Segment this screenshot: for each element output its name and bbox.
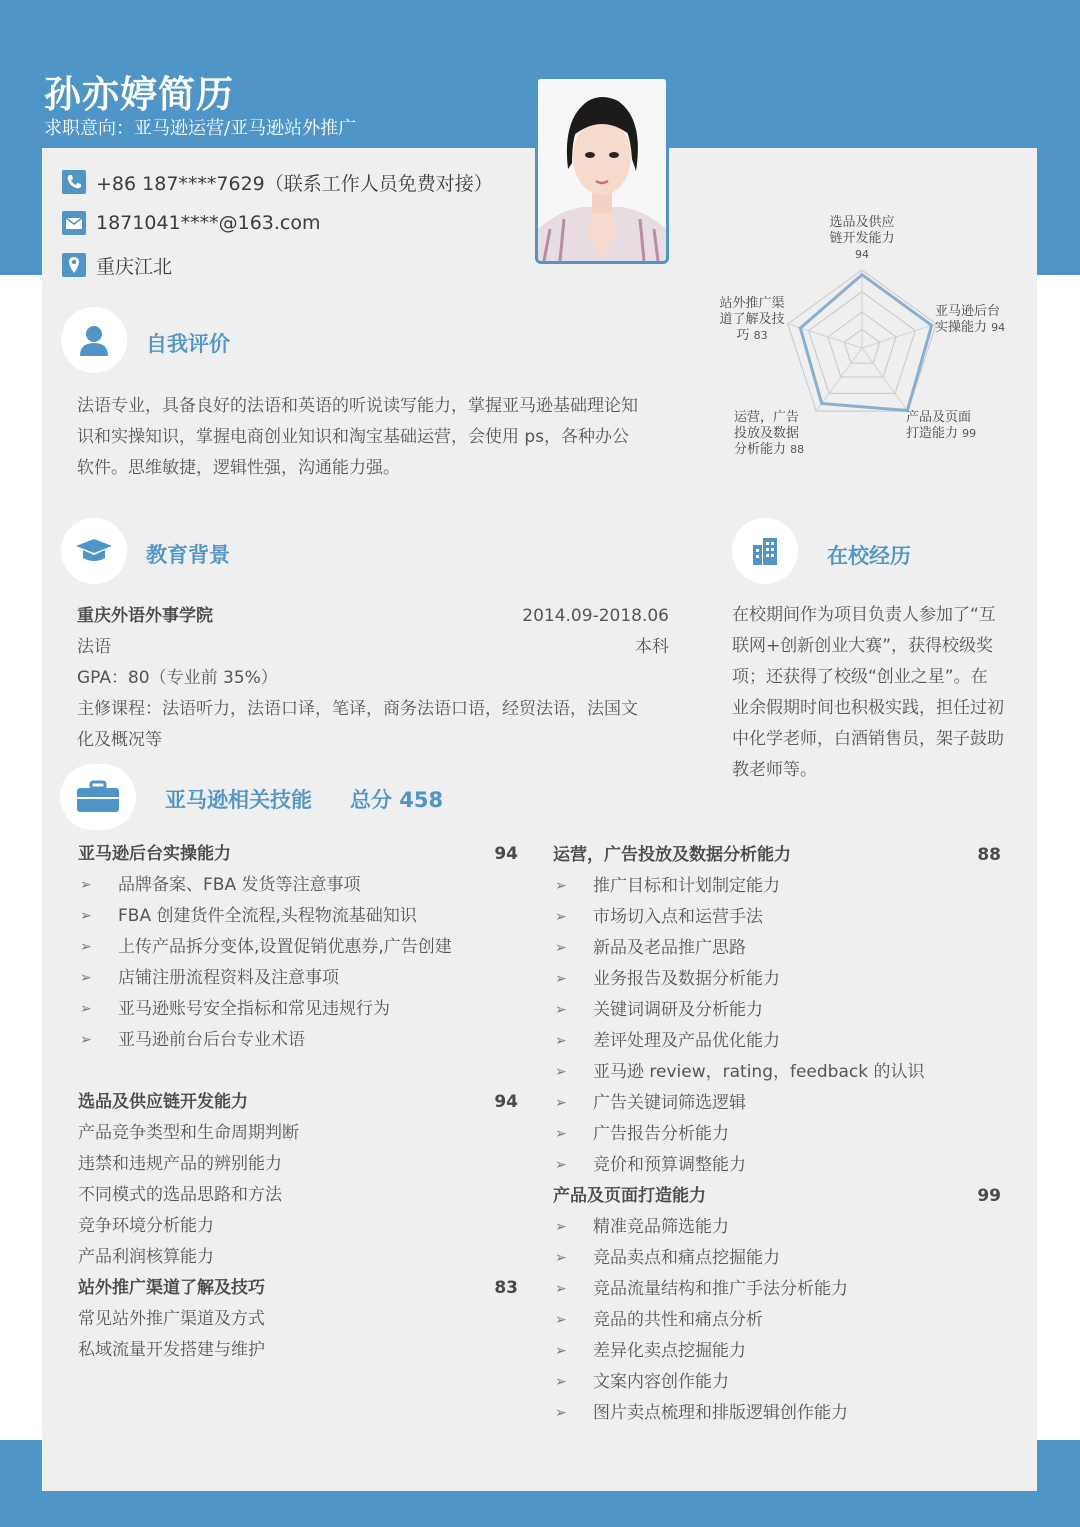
arrow-bullet-icon: ➢ xyxy=(555,1281,567,1297)
skill-backend-item: ➢ FBA 创建货件全流程,头程物流基础知识 xyxy=(78,901,518,932)
skill-operations-item: ➢ 新品及老品推广思路 xyxy=(553,933,1001,964)
arrow-bullet-icon: ➢ xyxy=(555,878,567,894)
skill-listing-item: ➢ 竞品的共性和痛点分析 xyxy=(553,1305,1001,1336)
contact-location xyxy=(62,252,172,278)
skill-operations-item: ➢ 差评处理及产品优化能力 xyxy=(553,1026,1001,1057)
campus-text: 在校期间作为项目负责人参加了“互 联网+创新创业大赛”，获得校级奖 项；还获得了校级“创业之星”。在 业余假期时间也积极实践，担任过初 中化学老师，白酒销售员，架子鼓助 教老师等。 xyxy=(732,605,1004,780)
skill-listing-head: 产品及页面打造能力 99 xyxy=(553,1186,1001,1206)
skill-offsite-item: 常见站外推广渠道及方式 xyxy=(78,1309,265,1329)
arrow-bullet-icon: ➢ xyxy=(555,1002,567,1018)
skill-operations-item: ➢ 关键词调研及分析能力 xyxy=(553,995,1001,1026)
radar-label-operations: 运营，广告 投放及数据 分析能力 88 xyxy=(734,410,805,457)
job-objective: 求职意向：亚马逊运营/亚马逊站外推广 xyxy=(44,118,357,139)
location-text: 重庆江北 xyxy=(96,255,173,278)
education-period: 2014.09-2018.06 xyxy=(522,606,669,626)
skills-radar-chart xyxy=(780,262,944,426)
skill-operations-item: ➢ 广告关键词筛选逻辑 xyxy=(553,1088,1001,1119)
campus-title: 在校经历 xyxy=(827,544,911,568)
skills-title: 亚马逊相关技能 xyxy=(165,788,312,812)
skill-listing-item: ➢ 文案内容创作能力 xyxy=(553,1367,1001,1398)
skill-operations-item: ➢ 竞价和预算调整能力 xyxy=(553,1150,1001,1181)
contact-email xyxy=(62,210,321,236)
arrow-bullet-icon: ➢ xyxy=(555,1405,567,1421)
skill-operations-item: ➢ 推广目标和计划制定能力 xyxy=(553,871,1001,902)
skill-offsite-head: 站外推广渠道了解及技巧 83 xyxy=(78,1278,518,1298)
education-degree: 本科 xyxy=(635,637,669,657)
arrow-bullet-icon: ➢ xyxy=(80,1032,92,1048)
arrow-bullet-icon: ➢ xyxy=(555,1157,567,1173)
skill-listing-item: ➢ 竞品卖点和痛点挖掘能力 xyxy=(553,1243,1001,1274)
skill-backend-item: ➢ 亚马逊前台后台专业术语 xyxy=(78,1025,518,1056)
phone-icon xyxy=(62,170,86,194)
education-details: GPA：80（专业前 35%） 主修课程：法语听力，法语口译，笔译，商务法语口语，经贸法语，法国文 化及概况等 xyxy=(77,663,638,756)
arrow-bullet-icon: ➢ xyxy=(555,1219,567,1235)
skill-listing-item: ➢ 竞品流量结构和推广手法分析能力 xyxy=(553,1274,1001,1305)
phone-text: +86 187****7629（联系工作人员免费对接） xyxy=(96,172,493,195)
skill-sourcing-head: 选品及供应链开发能力 94 xyxy=(78,1092,518,1112)
graduation-cap-icon xyxy=(74,536,114,566)
skill-backend-item: ➢ 上传产品拆分变体,设置促销优惠券,广告创建 xyxy=(78,932,518,963)
skill-operations-item: ➢ 广告报告分析能力 xyxy=(553,1119,1001,1150)
self-eval-title: 自我评价 xyxy=(146,332,230,356)
self-eval-icon-circle xyxy=(61,307,127,373)
skills-left-column xyxy=(78,839,518,1366)
skill-operations-head: 运营，广告投放及数据分析能力 88 xyxy=(553,845,1001,865)
skill-backend-item: ➢ 店铺注册流程资料及注意事项 xyxy=(78,963,518,994)
arrow-bullet-icon: ➢ xyxy=(80,939,92,955)
education-major: 法语 xyxy=(77,637,111,657)
arrow-bullet-icon: ➢ xyxy=(555,909,567,925)
arrow-bullet-icon: ➢ xyxy=(80,1001,92,1017)
skill-listing-item: ➢ 图片卖点梳理和排版逻辑创作能力 xyxy=(553,1398,1001,1429)
radar-label-sourcing: 选品及供应 链开发能力 94 xyxy=(829,215,895,261)
arrow-bullet-icon: ➢ xyxy=(555,1033,567,1049)
skills-icon-circle xyxy=(60,764,136,830)
arrow-bullet-icon: ➢ xyxy=(555,1343,567,1359)
resume-name: 孙亦婷简历 xyxy=(44,73,234,116)
skill-sourcing-item: 产品竞争类型和生命周期判断 xyxy=(78,1123,299,1143)
briefcase-icon xyxy=(75,780,121,814)
mail-icon xyxy=(62,211,86,235)
skill-backend-item: ➢ 品牌备案、FBA 发货等注意事项 xyxy=(78,870,518,901)
location-pin-icon xyxy=(62,253,86,277)
education-icon-circle xyxy=(61,518,127,584)
skill-sourcing-item: 违禁和违规产品的辨别能力 xyxy=(78,1154,282,1174)
building-icon xyxy=(749,535,781,567)
education-title: 教育背景 xyxy=(146,543,230,567)
arrow-bullet-icon: ➢ xyxy=(555,1250,567,1266)
skills-total: 总分 458 xyxy=(350,788,444,812)
skill-sourcing-item: 不同模式的选品思路和方法 xyxy=(78,1185,282,1205)
campus-icon-circle xyxy=(732,518,798,584)
arrow-bullet-icon: ➢ xyxy=(555,1126,567,1142)
self-eval-text: 法语专业，具备良好的法语和英语的听说读写能力，掌握亚马逊基础理论知 识和实操知识，掌握电商创业知识和淘宝基础运营，会使用 ps，各种办公 软件。思维敏捷，逻辑性强，沟通能力强。 xyxy=(77,396,638,478)
radar-label-backend: 亚马逊后台 实操能力 94 xyxy=(935,304,1006,335)
skills-right-column xyxy=(553,840,1001,1429)
skill-operations-item: ➢ 业务报告及数据分析能力 xyxy=(553,964,1001,995)
education-gpa: GPA：80（专业前 35%） xyxy=(77,668,278,688)
skill-offsite-item: 私域流量开发搭建与维护 xyxy=(78,1340,265,1360)
arrow-bullet-icon: ➢ xyxy=(555,971,567,987)
skill-listing-item: ➢ 精准竞品筛选能力 xyxy=(553,1212,1001,1243)
skill-listing-item: ➢ 差异化卖点挖掘能力 xyxy=(553,1336,1001,1367)
skill-operations-item: ➢ 市场切入点和运营手法 xyxy=(553,902,1001,933)
arrow-bullet-icon: ➢ xyxy=(555,1095,567,1111)
education-school-row xyxy=(77,601,669,632)
profile-photo xyxy=(535,76,669,264)
skill-operations-item: ➢ 亚马逊 review，rating，feedback 的认识 xyxy=(553,1057,1001,1088)
radar-label-listing: 产品及页面 打造能力 99 xyxy=(906,410,977,441)
arrow-bullet-icon: ➢ xyxy=(555,1312,567,1328)
arrow-bullet-icon: ➢ xyxy=(555,1374,567,1390)
arrow-bullet-icon: ➢ xyxy=(80,877,92,893)
skill-backend-item: ➢ 亚马逊账号安全指标和常见违规行为 xyxy=(78,994,518,1025)
education-major-row xyxy=(77,632,669,663)
school-name: 重庆外语外事学院 xyxy=(77,606,213,626)
skill-backend-head: 亚马逊后台实操能力 94 xyxy=(78,844,518,864)
arrow-bullet-icon: ➢ xyxy=(555,940,567,956)
radar-label-offsite: 站外推广渠 道了解及技 巧 83 xyxy=(719,296,785,343)
skill-sourcing-item: 竞争环境分析能力 xyxy=(78,1216,214,1236)
person-icon xyxy=(77,323,111,357)
contact-phone xyxy=(62,169,493,195)
arrow-bullet-icon: ➢ xyxy=(80,970,92,986)
radar-axis xyxy=(816,348,862,411)
arrow-bullet-icon: ➢ xyxy=(555,1064,567,1080)
arrow-bullet-icon: ➢ xyxy=(80,908,92,924)
radar-axis xyxy=(862,348,908,411)
email-text: 1871041****@163.com xyxy=(96,212,321,234)
skill-sourcing-item: 产品利润核算能力 xyxy=(78,1247,214,1267)
